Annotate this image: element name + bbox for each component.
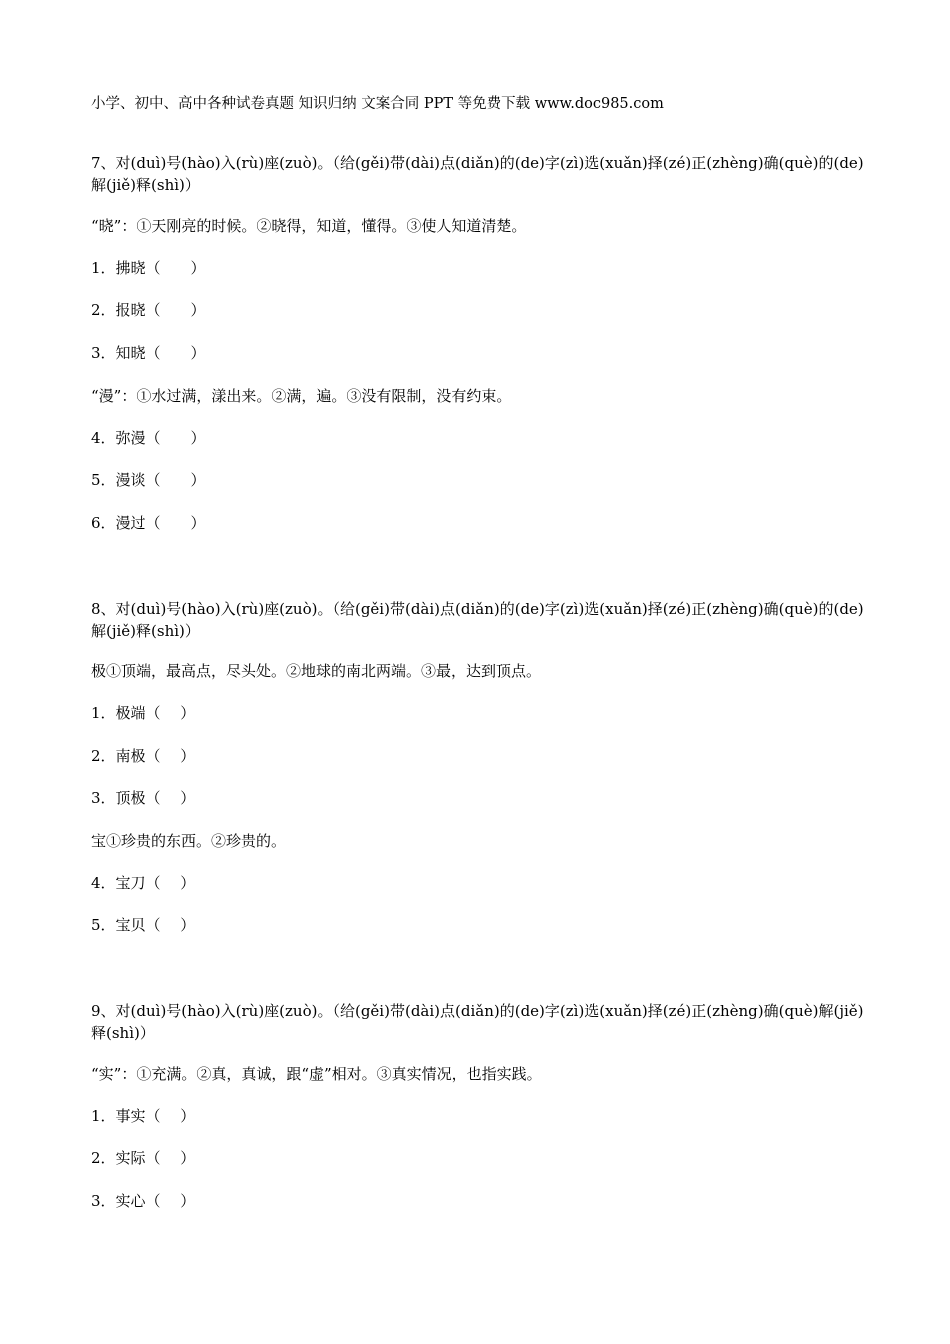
question-8-title: 8、对(duì)号(hào)入(rù)座(zuò)。（给(gěi)带(dài)点(diǎn)的(de)字(zì)选(xuǎn)择(zé)正(zhèng)确(què)的(de)解(jiě)释(shì)） [91,600,864,640]
q7-item-6: 6．漫过（ ） [91,514,206,532]
q8-item-1: 1．极端（ ） [91,704,196,722]
q8-definition-ji: 极①顶端，最高点，尽头处。②地球的南北两端。③最，达到顶点。 [91,662,542,680]
q7-item-2: 2．报晓（ ） [91,301,206,319]
question-7-title: 7、对(duì)号(hào)入(rù)座(zuò)。（给(gěi)带(dài)点(diǎn)的(de)字(zì)选(xuǎn)择(zé)正(zhèng)确(què)的(de)解(jiě)释(shì)） [91,154,864,194]
q7-definition-xiao: “晓”：①天刚亮的时候。②晓得，知道，懂得。③使人知道清楚。 [91,217,527,235]
question-7 [91,152,871,196]
question-8 [91,598,871,642]
q7-item-4: 4．弥漫（ ） [91,429,206,447]
q7-item-3: 3．知晓（ ） [91,344,206,362]
q7-item-1: 1．拂晓（ ） [91,259,206,277]
question-9 [91,1000,871,1044]
q9-item-1: 1．事实（ ） [91,1107,196,1125]
q7-item-5: 5．漫谈（ ） [91,471,206,489]
q9-item-2: 2．实际（ ） [91,1149,196,1167]
q7-definition-man: “漫”：①水过满，漾出来。②满，遍。③没有限制，没有约束。 [91,387,512,405]
q9-item-3: 3．实心（ ） [91,1192,196,1210]
q8-item-2: 2．南极（ ） [91,747,196,765]
q8-definition-bao: 宝①珍贵的东西。②珍贵的。 [91,832,287,850]
q8-item-4: 4．宝刀（ ） [91,874,196,892]
q8-item-5: 5．宝贝（ ） [91,916,196,934]
question-9-title: 9、对(duì)号(hào)入(rù)座(zuò)。（给(gěi)带(dài)点(diǎn)的(de)字(zì)选(xuǎn)择(zé)正(zhèng)确(què)解(jiě)释(shì)） [91,1002,864,1042]
page-header: 小学、初中、高中各种试卷真题 知识归纳 文案合同 PPT 等免费下载 www.doc985.com [91,96,664,112]
q9-definition-shi: “实”：①充满。②真，真诚，跟“虚”相对。③真实情况，也指实践。 [91,1065,542,1083]
q8-item-3: 3．顶极（ ） [91,789,196,807]
